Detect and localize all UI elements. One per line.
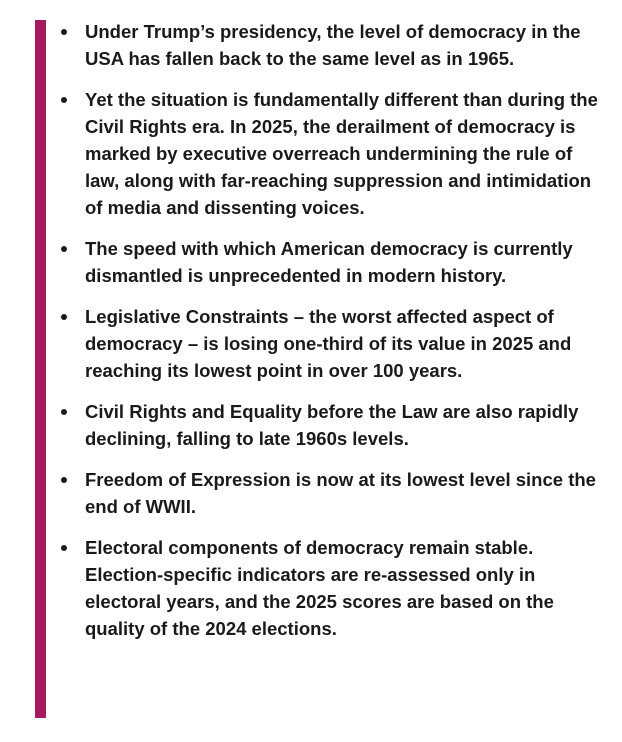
- bullet-item: [60, 534, 605, 642]
- bullet-text: Under Trump’s presidency, the level of democracy in the USA has fallen back to the same level as in 1965.: [85, 21, 581, 69]
- bullet-item: [60, 86, 605, 221]
- accent-bar: [35, 20, 46, 718]
- bullet-dot-icon: [61, 409, 67, 415]
- bullet-list: [60, 18, 605, 656]
- bullet-dot-icon: [61, 29, 67, 35]
- bullet-item: [60, 466, 605, 520]
- bullet-item: [60, 303, 605, 384]
- bullet-dot-icon: [61, 246, 67, 252]
- bullet-item: [60, 398, 605, 452]
- bullet-dot-icon: [61, 97, 67, 103]
- bullet-item: [60, 235, 605, 289]
- bullet-dot-icon: [61, 477, 67, 483]
- bullet-text: Electoral components of democracy remain stable. Election-specific indicators are re-assessed only in electoral years, and the 2025 scores are based on the quality of the 2024 elections.: [85, 537, 554, 639]
- bullet-item: [60, 18, 605, 72]
- bullet-dot-icon: [61, 314, 67, 320]
- bullet-text: Yet the situation is fundamentally different than during the Civil Rights era. In 2025, the derailment of democracy is marked by executive overreach undermining the rule of law, along with far-reaching suppression and intimidation of media and dissenting voices.: [85, 89, 598, 218]
- bullet-text: Legislative Constraints – the worst affected aspect of democracy – is losing one-third of its value in 2025 and reaching its lowest point in over 100 years.: [85, 306, 572, 381]
- bullet-text: Freedom of Expression is now at its lowest level since the end of WWII.: [85, 469, 596, 517]
- bullet-text: The speed with which American democracy is currently dismantled is unprecedented in modern history.: [85, 238, 573, 286]
- bullet-dot-icon: [61, 545, 67, 551]
- bullet-text: Civil Rights and Equality before the Law are also rapidly declining, falling to late 1960s levels.: [85, 401, 579, 449]
